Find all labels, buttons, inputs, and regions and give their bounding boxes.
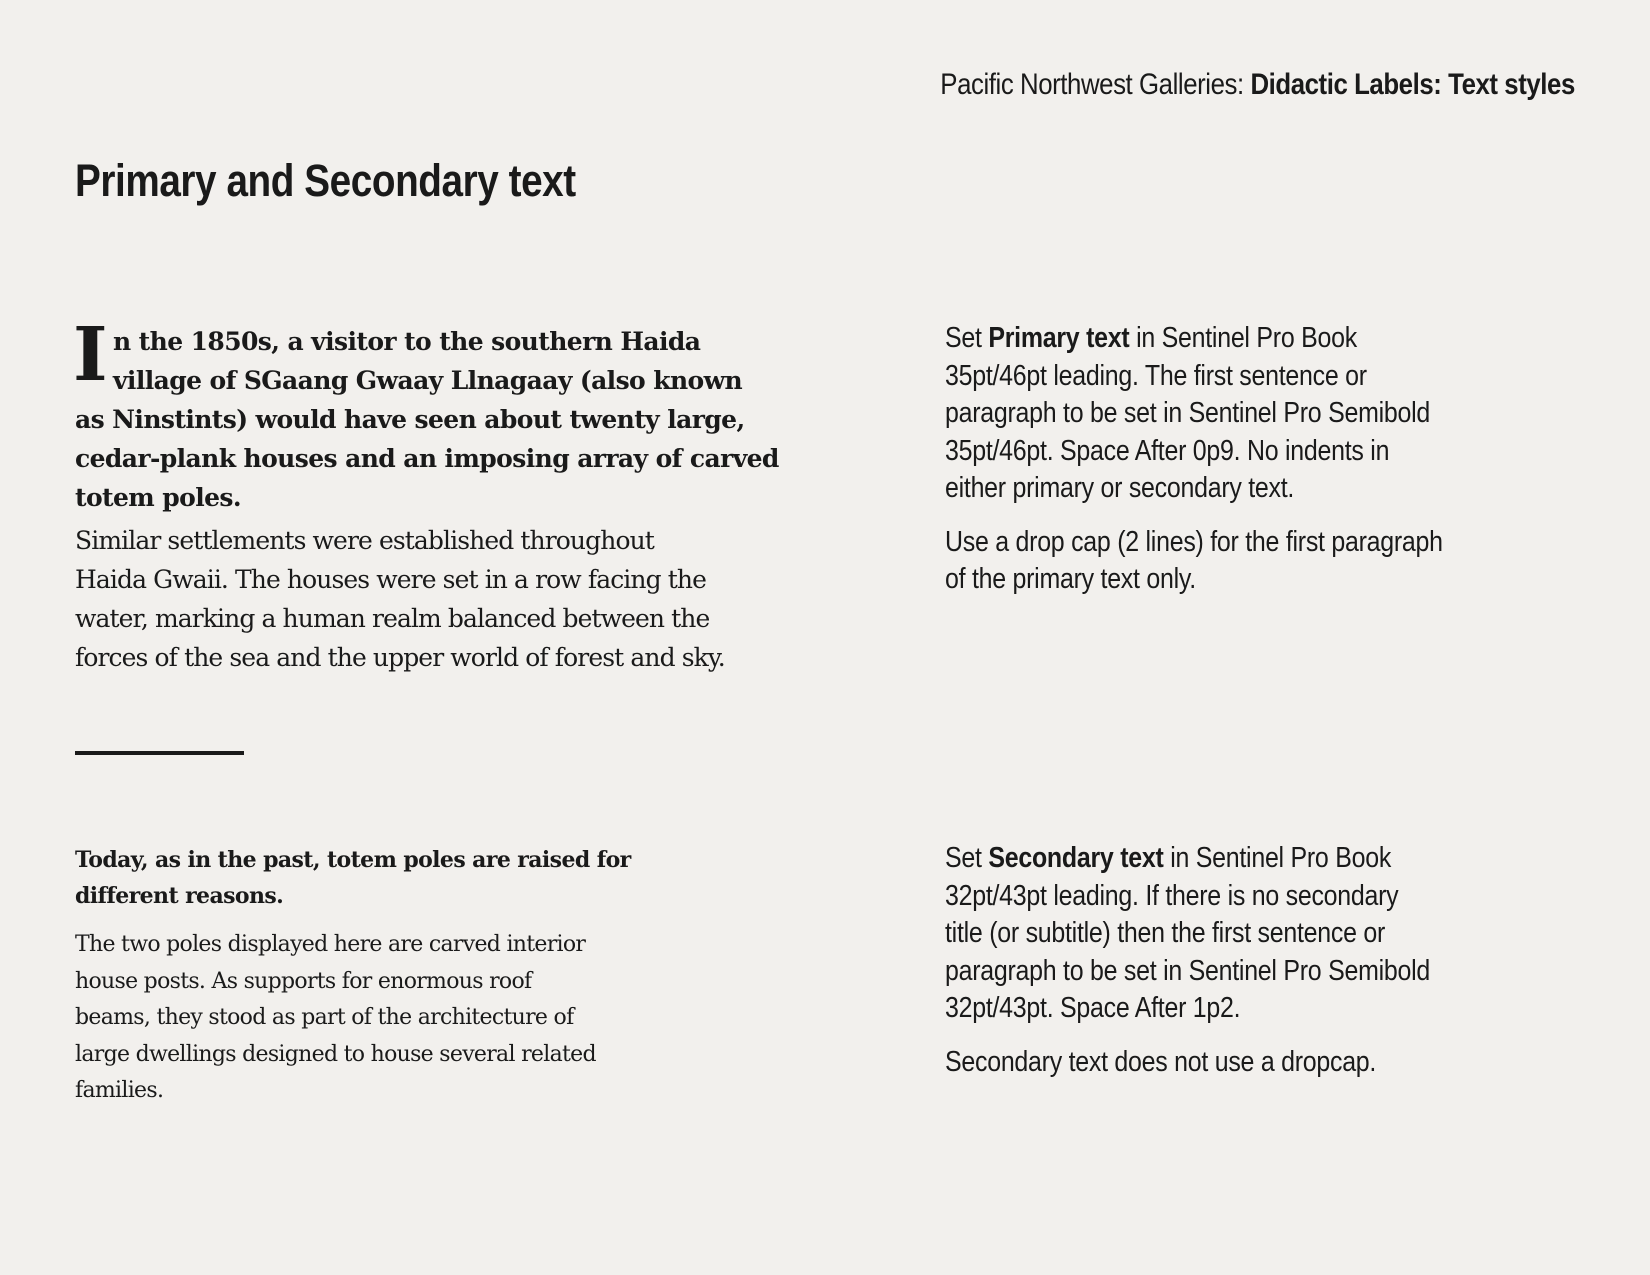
- primary-lead-line: as Ninstints) would have seen about twenty large,: [75, 405, 745, 434]
- primary-spec-note-line: of the primary text only.: [945, 563, 1196, 595]
- primary-body-line: Haida Gwaii. The houses were set in a row facing the: [75, 565, 706, 594]
- secondary-lead-paragraph: [75, 842, 675, 914]
- primary-lead-paragraph: [73, 312, 780, 517]
- secondary-text-sample: [75, 842, 675, 1110]
- secondary-spec-paragraph: [945, 840, 1430, 1028]
- primary-text-sample: [73, 312, 780, 677]
- spec-text: in Sentinel Pro Book: [1163, 842, 1392, 874]
- primary-spec-line: either primary or secondary text.: [945, 472, 1295, 504]
- primary-lead-line: cedar-plank houses and an imposing array of carved: [75, 444, 779, 473]
- secondary-body-line: large dwellings designed to house several related: [75, 1041, 596, 1067]
- primary-spec-paragraph: [945, 320, 1443, 508]
- secondary-body-line: beams, they stood as part of the architecture of: [75, 1005, 574, 1030]
- primary-spec-line: paragraph to be set in Sentinel Pro Semibold: [945, 397, 1430, 429]
- primary-spec-line: 35pt/46pt. Space After 0p9. No indents in: [945, 434, 1390, 467]
- primary-lead-line: n the 1850s, a visitor to the southern Haida: [113, 327, 701, 356]
- secondary-spec-line: 32pt/43pt. Space After 1p2.: [945, 992, 1241, 1024]
- secondary-body-paragraph: [75, 927, 675, 1110]
- secondary-lead-line: Today, as in the past, totem poles are raised for: [75, 847, 631, 873]
- secondary-spec-line: [945, 840, 1430, 878]
- spec-style-name: Secondary text: [988, 842, 1164, 874]
- secondary-lead-line: different reasons.: [75, 883, 284, 909]
- primary-body-paragraph: [75, 521, 780, 677]
- primary-spec-line: 35pt/46pt leading. The first sentence or: [945, 359, 1367, 392]
- secondary-spec-note: Secondary text does not use a dropcap.: [945, 1045, 1377, 1078]
- spec-style-name: Primary text: [988, 322, 1130, 354]
- primary-lead-line: village of SGaang Gwaay Llnagaay (also known: [113, 366, 743, 395]
- primary-text-spec: [945, 320, 1443, 599]
- spec-text: Set: [945, 322, 989, 354]
- primary-body-line: Similar settlements were established throughout: [75, 526, 654, 555]
- drop-cap: I: [73, 312, 108, 398]
- primary-spec-note-line: Use a drop cap (2 lines) for the first paragraph: [945, 525, 1443, 558]
- secondary-body-line: house posts. As supports for enormous roof: [75, 968, 532, 994]
- page-title: Primary and Secondary text: [75, 155, 576, 206]
- header-prefix: Pacific Northwest Galleries:: [940, 68, 1251, 101]
- secondary-spec-line: title (or subtitle) then the first sentence or: [945, 917, 1386, 949]
- primary-spec-note: [945, 524, 1443, 599]
- secondary-text-spec: [945, 840, 1430, 1081]
- secondary-spec-line: 32pt/43pt leading. If there is no secondary: [945, 879, 1399, 912]
- spec-text: in Sentinel Pro Book: [1129, 322, 1357, 354]
- secondary-body-line: The two poles displayed here are carved interior: [75, 932, 586, 957]
- header-title: Didactic Labels: Text styles: [1250, 68, 1575, 101]
- secondary-spec-line: paragraph to be set in Sentinel Pro Semibold: [945, 954, 1430, 987]
- section-divider: [75, 751, 244, 755]
- spec-text: Set: [945, 842, 989, 874]
- secondary-body-line: families.: [75, 1078, 164, 1103]
- primary-spec-line: [945, 320, 1443, 358]
- primary-body-line: water, marking a human realm balanced between the: [75, 604, 710, 633]
- header: [940, 68, 1575, 102]
- primary-lead-line: totem poles.: [75, 483, 241, 512]
- primary-body-line: forces of the sea and the upper world of forest and sky.: [75, 643, 725, 672]
